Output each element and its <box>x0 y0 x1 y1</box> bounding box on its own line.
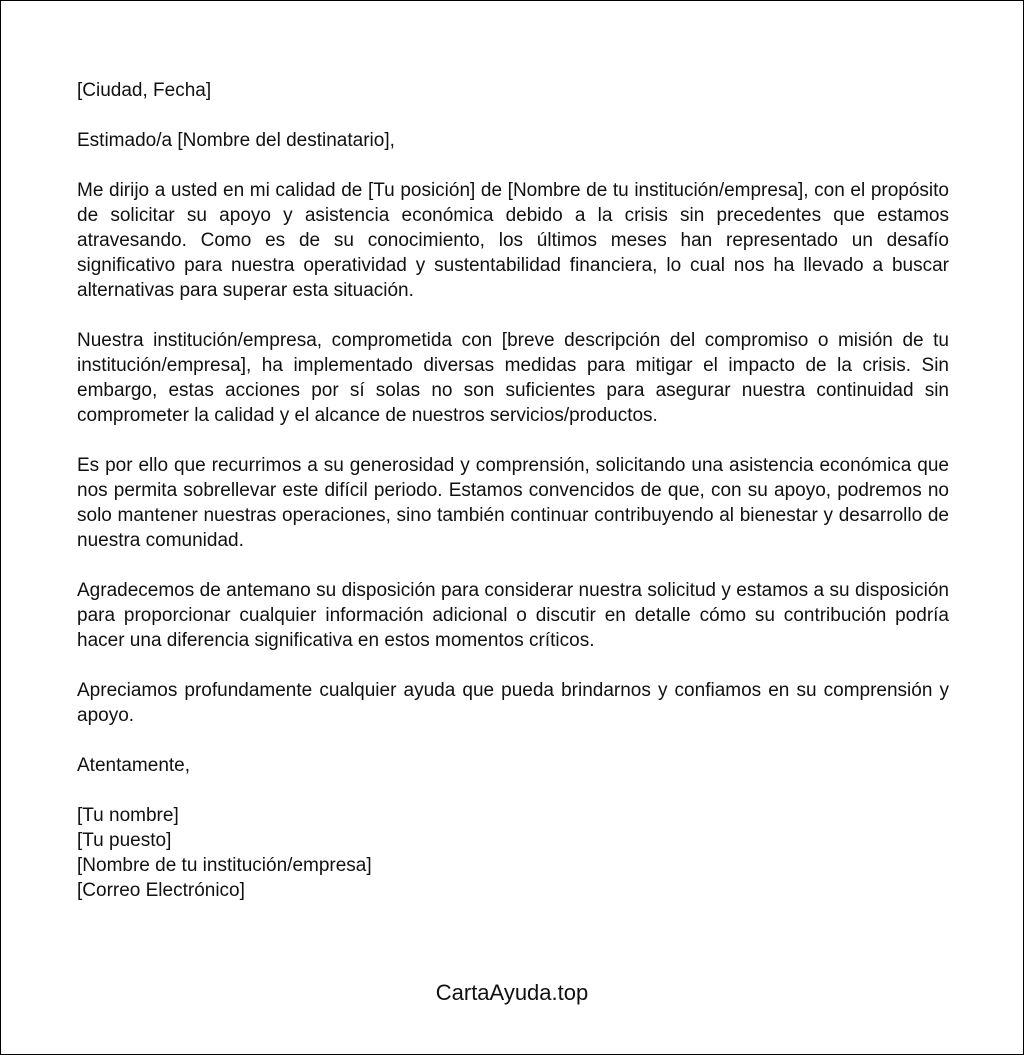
letter-body <box>77 78 949 903</box>
greeting: Estimado/a [Nombre del destinatario], <box>77 130 395 151</box>
signature-organization: [Nombre de tu institución/empresa] <box>77 855 372 876</box>
paragraph-3: Es por ello que recurrimos a su generosidad y comprensión, solicitando una asistencia económica que nos permita sobrellevar este difícil periodo. Estamos convencidos de que, con su apoyo, podremos no solo mantener nuestras operaciones, sino también continuar contribuyendo al bienestar y desarrollo de nuestra comunidad. <box>77 455 949 551</box>
signature-block <box>77 803 949 903</box>
signature-name: [Tu nombre] <box>77 805 179 826</box>
paragraph-5: Apreciamos profundamente cualquier ayuda que pueda brindarnos y confiamos en su comprensión y apoyo. <box>77 680 949 726</box>
closing: Atentamente, <box>77 755 191 776</box>
footer-site-name: CartaAyuda.top <box>435 980 589 1005</box>
paragraph-1: Me dirijo a usted en mi calidad de [Tu posición] de [Nombre de tu institución/empresa], con el propósito de solicitar su apoyo y asistencia económica debido a la crisis sin precedentes que estamos atravesando. Como es de su conocimiento, los últimos meses han representado un desafío significativo para nuestra operatividad y sustentabilidad financiera, lo cual nos ha llevado a buscar alternativas para superar esta situación. <box>77 180 949 301</box>
place-date: [Ciudad, Fecha] <box>77 80 212 101</box>
signature-email: [Correo Electrónico] <box>77 880 245 901</box>
paragraph-2: Nuestra institución/empresa, comprometida con [breve descripción del compromiso o misión de tu institución/empresa], ha implementado diversas medidas para mitigar el impacto de la crisis. Sin embargo, estas acciones por sí solas no son suficientes para asegurar nuestra continuidad sin comprometer la calidad y el alcance de nuestros servicios/productos. <box>77 330 949 426</box>
signature-position: [Tu puesto] <box>77 830 172 851</box>
paragraph-4: Agradecemos de antemano su disposición para considerar nuestra solicitud y estamos a su disposición para proporcionar cualquier información adicional o discutir en detalle cómo su contribución podría hacer una diferencia significativa en estos momentos críticos. <box>77 580 949 651</box>
